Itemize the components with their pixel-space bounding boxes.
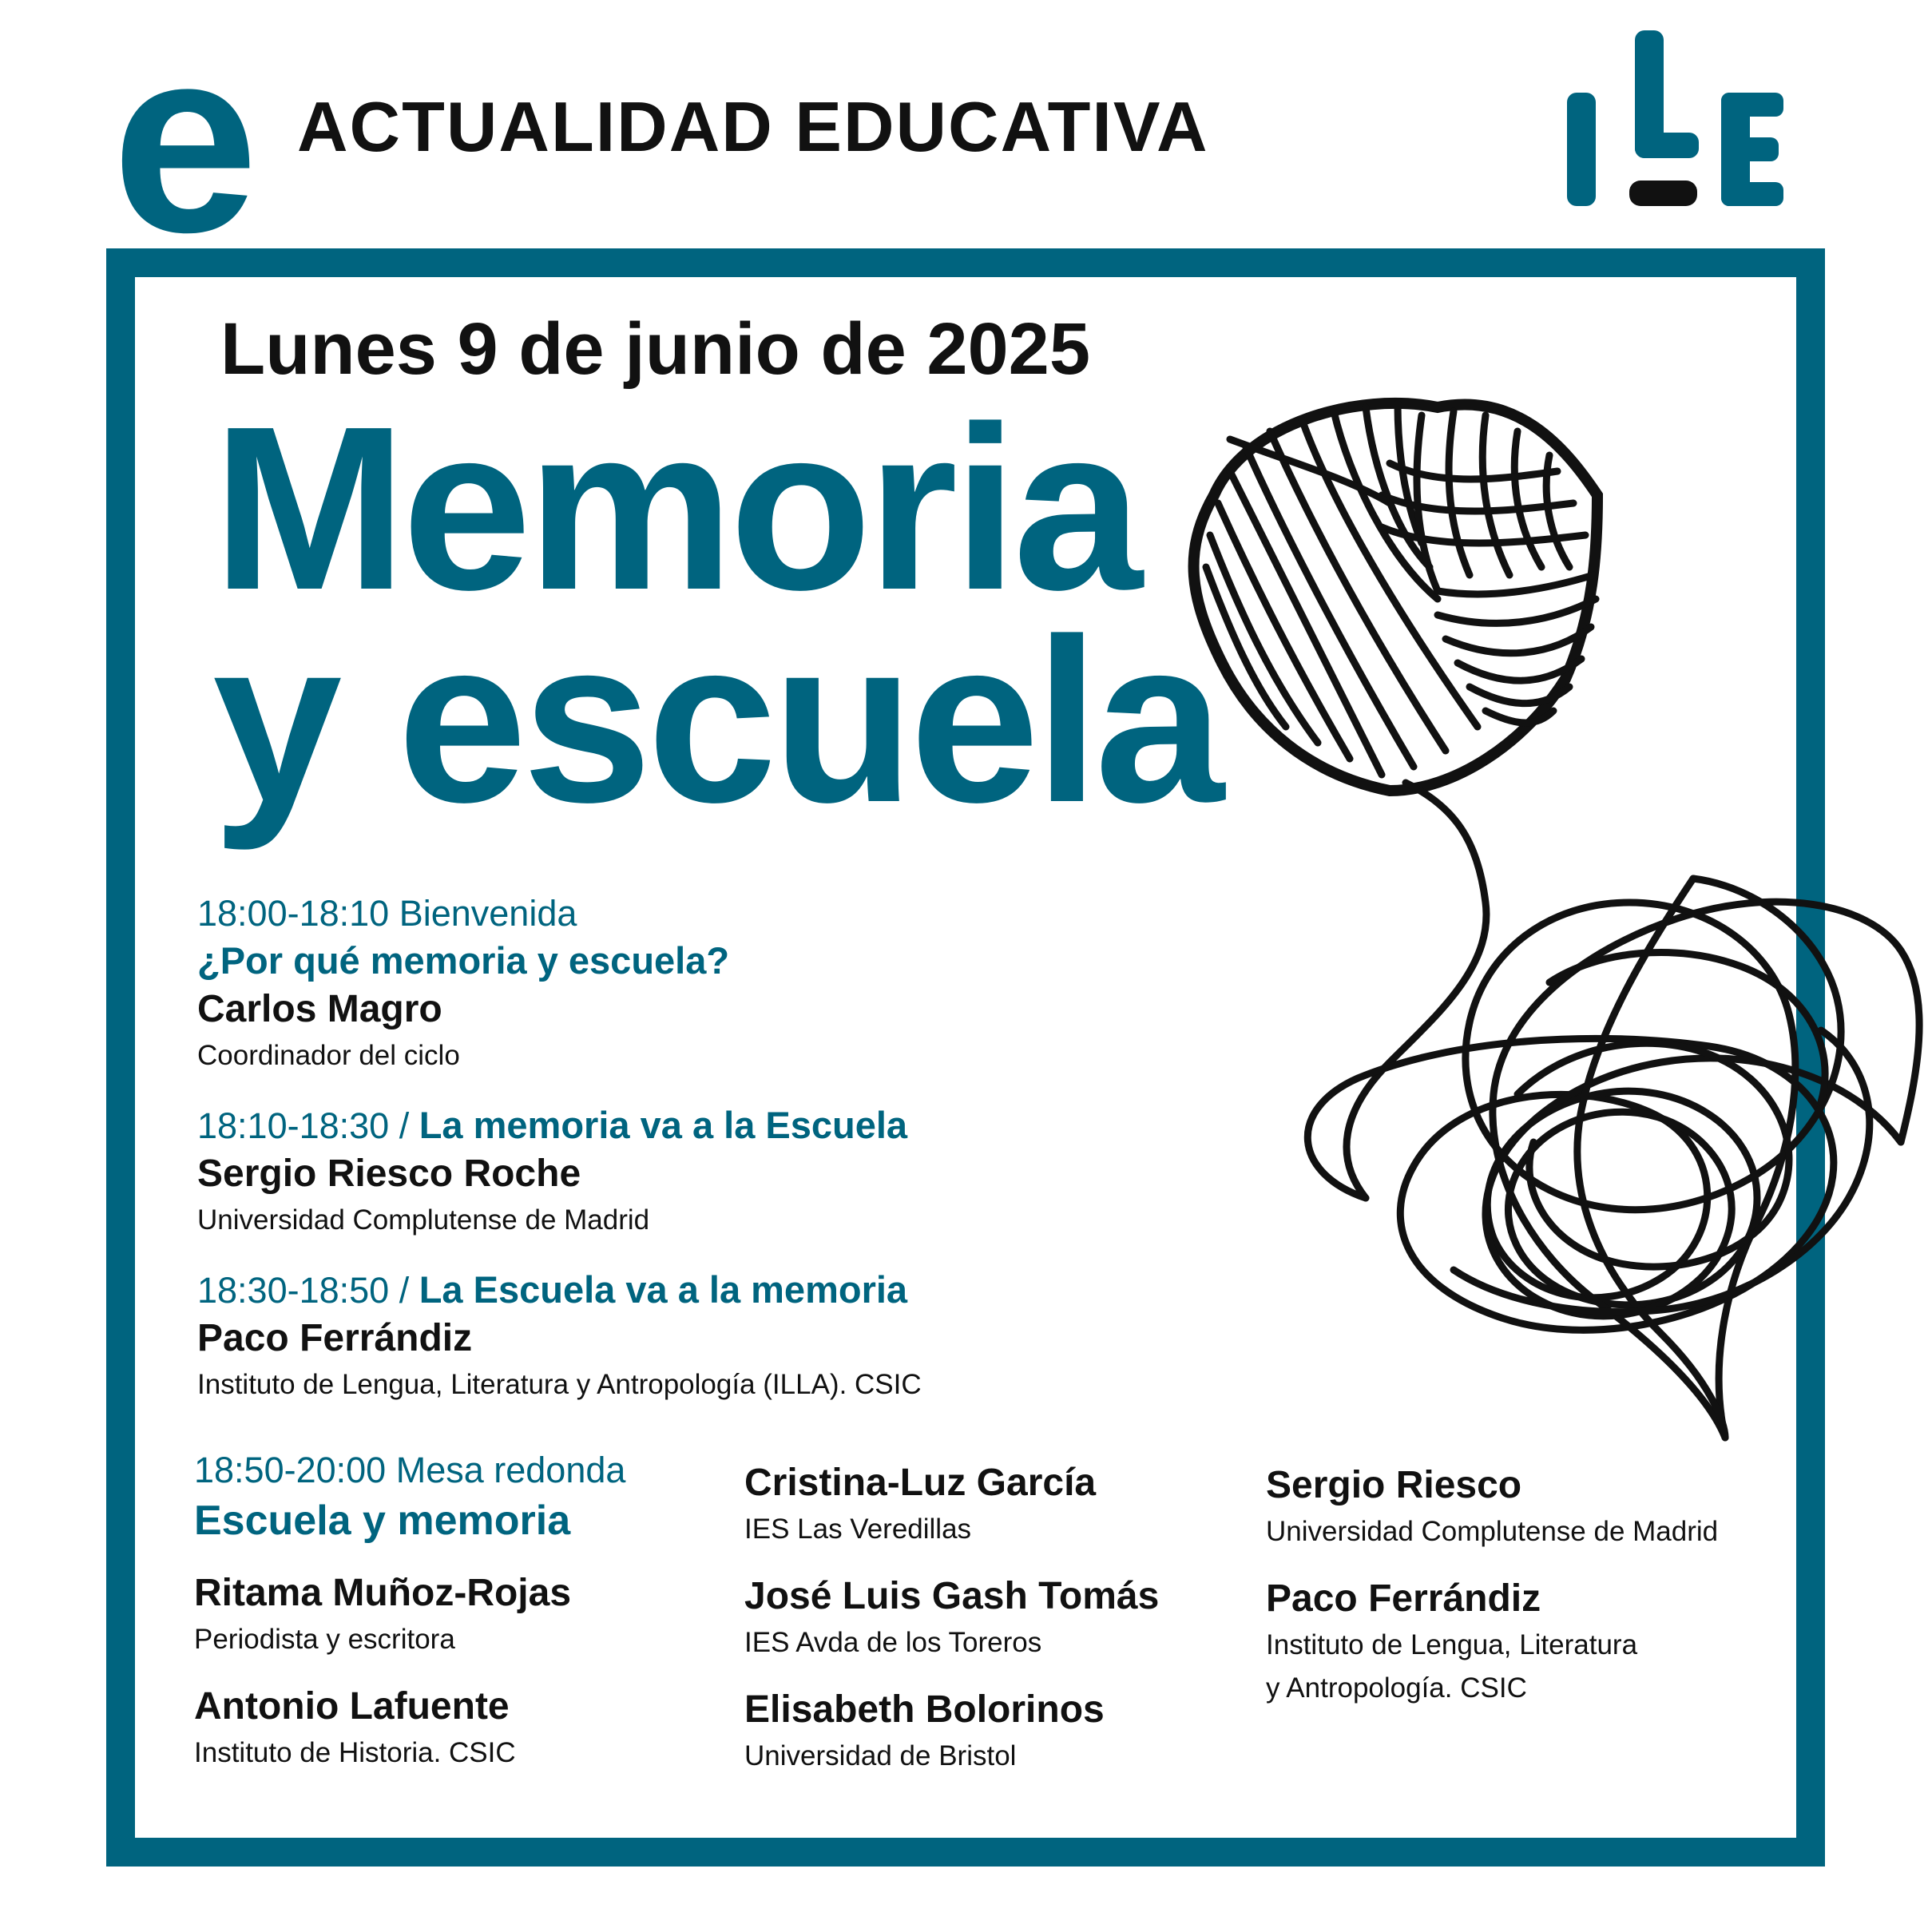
schedule-time: 18:30-18:50 / xyxy=(197,1270,419,1311)
schedule-time: 18:10-18:30 / xyxy=(197,1105,419,1146)
event-title xyxy=(212,378,1220,851)
schedule-topic: La memoria va a la Escuela xyxy=(419,1104,908,1146)
schedule-time: 18:00-18:10 Bienvenida xyxy=(197,893,577,934)
panelist-affiliation: Instituto de Historia. CSIC xyxy=(194,1737,516,1768)
schedule-topic: La Escuela va a la memoria xyxy=(419,1268,908,1311)
schedule-item-welcome xyxy=(197,891,1236,1077)
panelist-name: Ritama Muñoz-Rojas xyxy=(194,1572,572,1614)
panelist-affiliation: IES Avda de los Toreros xyxy=(744,1627,1042,1658)
panelist-affiliation: Periodista y escritora xyxy=(194,1624,455,1655)
panelist xyxy=(1266,1461,1718,1553)
panelist xyxy=(744,1685,1159,1778)
speaker-name: Carlos Magro xyxy=(197,988,442,1030)
round-table-col1 xyxy=(194,1447,625,1795)
round-table-topic: Escuela y memoria xyxy=(194,1498,571,1544)
panelist-affiliation: IES Las Veredillas xyxy=(744,1513,972,1545)
ille-logo xyxy=(1561,29,1785,208)
panelist-affiliation-line2: y Antropología. CSIC xyxy=(1266,1672,1527,1704)
brand-title: ACTUALIDAD EDUCATIVA xyxy=(297,87,1209,166)
brand-e-logo: e xyxy=(112,0,251,287)
speaker-affiliation: Coordinador del ciclo xyxy=(197,1040,460,1071)
schedule-time-line xyxy=(197,1101,1236,1149)
panelist-name: Antonio Lafuente xyxy=(194,1685,510,1728)
round-table-col3 xyxy=(1266,1461,1718,1731)
schedule-item-talk-2 xyxy=(197,1266,1236,1406)
panelist-affiliation: Universidad Complutense de Madrid xyxy=(1266,1516,1719,1547)
panelist-name: Sergio Riesco xyxy=(1266,1464,1522,1506)
panelist xyxy=(194,1682,625,1775)
panelist xyxy=(744,1458,1159,1551)
panelist-name: Elisabeth Bolorinos xyxy=(744,1688,1105,1731)
event-date: Lunes 9 de junio de 2025 xyxy=(220,308,1090,390)
panelist-affiliation: Universidad de Bristol xyxy=(744,1740,1017,1771)
yarn-ball-illustration xyxy=(1150,391,1932,1446)
speaker-name: Sergio Riesco Roche xyxy=(197,1152,581,1195)
panelist xyxy=(1266,1574,1718,1710)
schedule-item-talk-1 xyxy=(197,1101,1236,1242)
event-title-line2: y escuela xyxy=(212,590,1220,851)
schedule-topic: ¿Por qué memoria y escuela? xyxy=(197,939,730,982)
round-table-col2 xyxy=(744,1458,1159,1799)
speaker-affiliation: Instituto de Lengua, Literatura y Antropología (ILLA). CSIC xyxy=(197,1369,922,1400)
panelist-name: Cristina-Luz García xyxy=(744,1462,1097,1504)
panelist-name: José Luis Gash Tomás xyxy=(744,1575,1160,1617)
schedule-time-line xyxy=(197,1266,1236,1314)
panelist xyxy=(744,1572,1159,1664)
panelist xyxy=(194,1569,625,1661)
speaker-affiliation: Universidad Complutense de Madrid xyxy=(197,1204,650,1236)
panelist-affiliation-line1: Instituto de Lengua, Literatura xyxy=(1266,1629,1638,1660)
speaker-name: Paco Ferrándiz xyxy=(197,1317,473,1359)
panelist-name: Paco Ferrándiz xyxy=(1266,1577,1541,1620)
event-title-line1: Memoria xyxy=(212,378,1138,638)
round-table-time: 18:50-20:00 Mesa redonda xyxy=(194,1450,626,1490)
schedule xyxy=(197,891,1236,1430)
